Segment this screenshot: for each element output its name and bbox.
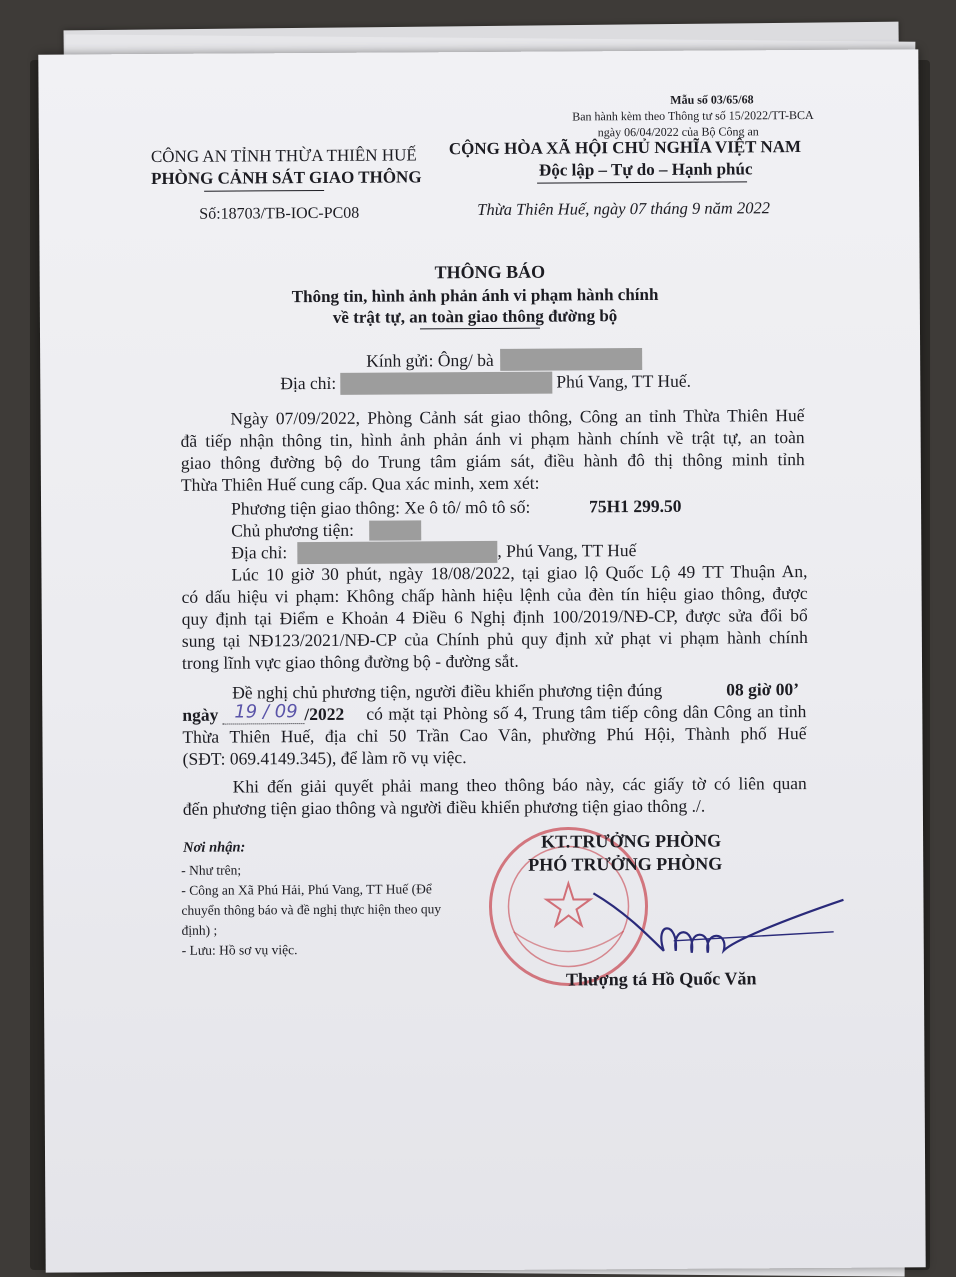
appointment-day-label: ngày: [182, 704, 219, 725]
body-p2-line1: Lúc 10 giờ 30 phút, ngày 18/08/2022, tại giao lộ Quốc Lộ 49 TT Thuận An,: [231, 561, 808, 585]
body-p1-line1: Ngày 07/09/2022, Phòng Cảnh sát giao thông, Công an tỉnh Thừa Thiên Huế: [230, 405, 805, 429]
vehicle-label: Phương tiện giao thông: Xe ô tô/ mô tô số:: [231, 496, 531, 519]
recipient-item: định) ;: [181, 922, 218, 938]
notice-subtitle-1: Thông tin, hình ảnh phản ánh vi phạm hành chính: [291, 284, 659, 307]
recipient-item: - Như trên;: [181, 862, 242, 878]
document-page: [38, 49, 925, 1272]
recipients-heading: Nơi nhận:: [183, 839, 246, 856]
form-code: Mẫu số 03/65/68: [670, 92, 754, 107]
body-p1-line3: giao thông đường bộ do Trung tâm giám sát, điều hành đô thị thông minh tỉnh: [180, 449, 805, 473]
redacted-name: [500, 348, 642, 371]
address-label: Địa chỉ:: [280, 372, 337, 394]
place-date: Thừa Thiên Huế, ngày 07 tháng 9 năm 2022: [477, 198, 770, 220]
owner-label: Chủ phương tiện:: [231, 519, 355, 541]
address-suffix: Phú Vang, TT Huế.: [556, 370, 692, 392]
republic-motto: Độc lập – Tự do – Hạnh phúc: [538, 159, 753, 180]
notice-subtitle-2: về trật tự, an toàn giao thông đường bộ: [332, 306, 618, 327]
notice-title: THÔNG BÁO: [434, 261, 546, 283]
handwritten-date: 19 / 09: [234, 701, 298, 723]
body-p1-line4: Thừa Thiên Huế cung cấp. Qua xác minh, xem xét:: [180, 472, 540, 495]
redacted-address: [340, 372, 552, 395]
owner-address-label: Địa chỉ:: [231, 542, 288, 563]
body-p2-line3: quy định tại Điểm e Khoản 4 Điều 6 Nghị định 100/2019/NĐ-CP, được sửa đổi bổ: [181, 605, 808, 629]
body-p3-line2: có mặt tại Phòng số 4, Trung tâm tiếp công dân Công an tỉnh: [366, 701, 807, 724]
owner-address-suffix: , Phú Vang, TT Huế: [497, 540, 637, 561]
redacted-owner: [369, 520, 421, 540]
recipient-item: chuyển thông báo và đề nghị thực hiện theo quy: [181, 901, 442, 918]
appointment-time: 08 giờ 00’: [726, 679, 800, 700]
body-p4-line2: đến phương tiện giao thông và người điều khiển phương tiện giao thông ./.: [182, 795, 706, 819]
body-p2-line2: có dấu hiệu vi phạm: Không chấp hành hiệu lệnh của đèn tín hiệu giao thông, được: [181, 583, 808, 607]
date-dotted-line: [222, 723, 304, 725]
body-p4-line1: Khi đến giải quyết phải mang theo thông báo này, các giấy tờ có liên quan: [232, 773, 807, 797]
subtitle-underline: [420, 328, 540, 330]
form-date-of-issue: ngày 06/04/2022 của Bộ Công an: [597, 124, 759, 140]
vehicle-plate: 75H1 299.50: [588, 495, 682, 517]
redacted-owner-address: [297, 541, 497, 564]
republic-name: CỘNG HÒA XÃ HỘI CHỦ NGHĨA VIỆT NAM: [448, 137, 802, 159]
body-p2-line4: sung tại NĐ123/2021/NĐ-CP của Chính phủ quy định xử phạt vi phạm hành chính: [181, 627, 808, 651]
body-p1-line2: đã tiếp nhận thông tin, hình ảnh phản ánh vi phạm hành chính về trật tự, an toàn: [180, 427, 805, 451]
body-p3-line4: (SĐT: 069.4149.345), để làm rõ vụ việc.: [182, 747, 467, 769]
signature-title-2: PHÓ TRƯỞNG PHÒNG: [528, 853, 723, 875]
motto-underline: [537, 181, 747, 183]
body-p3-line1: Đề nghị chủ phương tiện, người điều khiển phương tiện đúng: [232, 679, 663, 703]
department-underline: [204, 190, 324, 192]
signer-name: Thượng tá Hồ Quốc Văn: [565, 968, 757, 990]
form-issued-with: Ban hành kèm theo Thông tư số 15/2022/TT-BCA: [572, 107, 814, 124]
agency-department: PHÒNG CẢNH SÁT GIAO THÔNG: [150, 167, 422, 189]
recipient-item: - Lưu: Hồ sơ vụ việc.: [181, 942, 298, 958]
body-p2-line5: trong lĩnh vực giao thông đường bộ - đường sắt.: [181, 650, 519, 673]
doc-number: Số:18703/TB-IOC-PC08: [199, 204, 360, 223]
body-p3-line3: Thừa Thiên Huế, địa chỉ 50 Trần Cao Vân, phường Phú Hội, Thành phố Huế: [182, 723, 807, 747]
recipient-item: - Công an Xã Phú Hải, Phú Vang, TT Huế (Để: [181, 881, 432, 898]
to-label: Kính gửi: Ông/ bà: [366, 349, 494, 371]
agency-parent: CÔNG AN TỈNH THỪA THIÊN HUẾ: [150, 145, 417, 167]
handwritten-signature: [583, 880, 854, 972]
appointment-year: /2022: [304, 703, 345, 725]
signature-title-1: KT.TRƯỞNG PHÒNG: [541, 830, 722, 852]
